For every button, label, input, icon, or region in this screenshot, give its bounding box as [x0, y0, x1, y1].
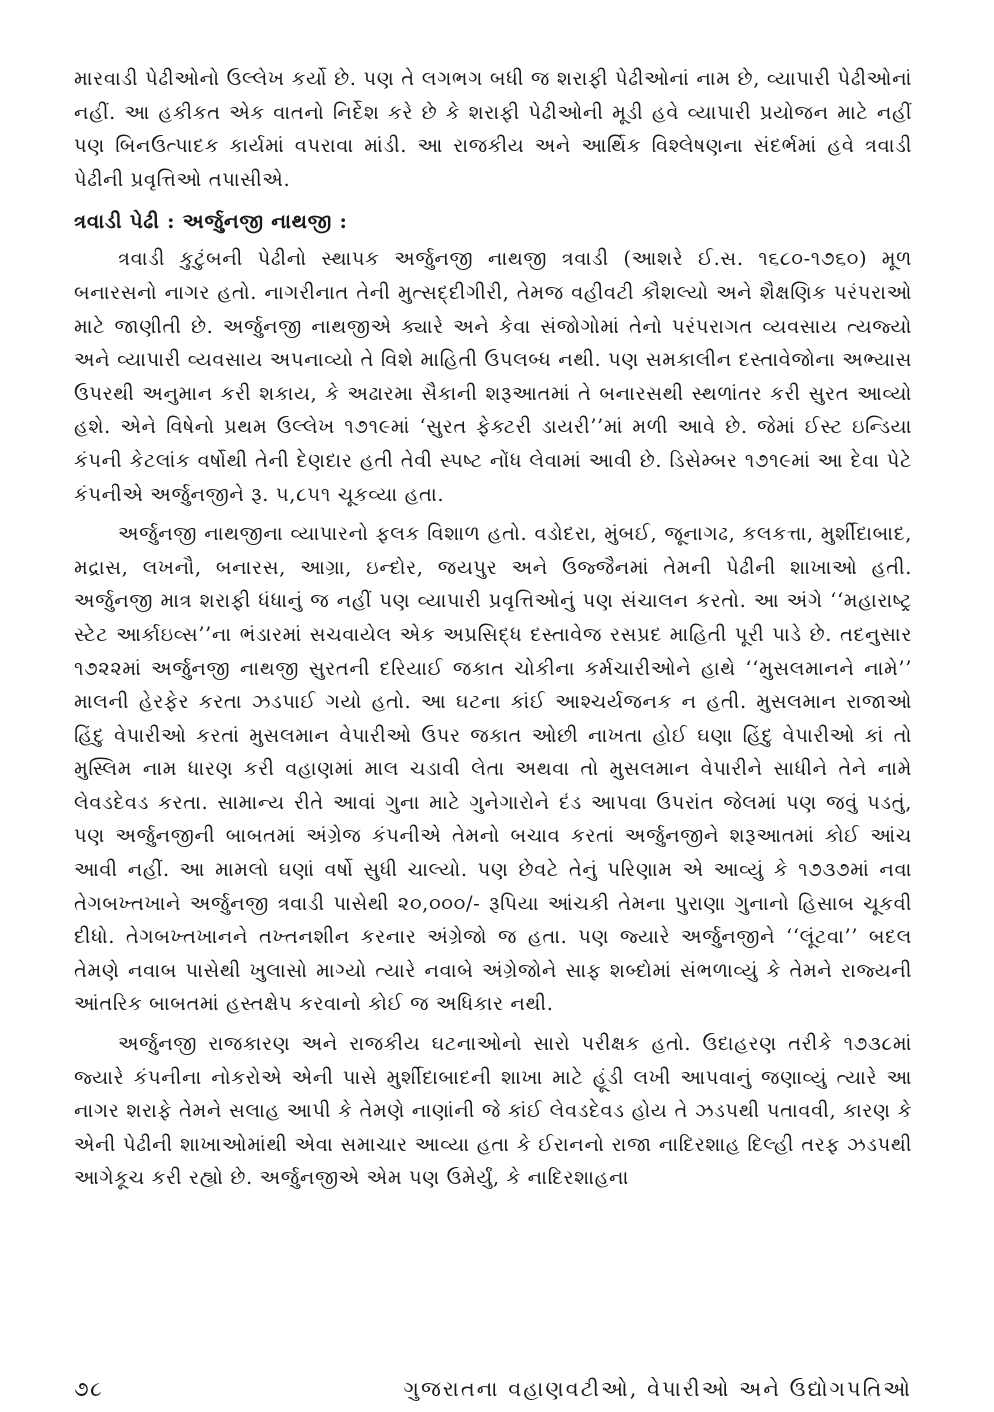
- section-heading: ત્રવાડી પેઢી : અર્જુનજી નાથજી :: [74, 209, 348, 234]
- paragraph-founder: ત્રવાડી કુટુંબની પેઢીનો સ્થાપક અર્જુનજી નાથજી ત્રવાડી (આશરે ઈ.સ. ૧૬૮૦-૧૭૬૦) મૂળ બનારસનો નાગર હતો. નાગરીનાત તેની મુત્સદ્દીગીરી, તેમજ વહીવટી કૌશલ્યો અને શૈક્ષણિક પરંપરાઓ માટે જાણીતી છે. અર્જુનજી નાથજીએ ક્યારે અને કેવા સંજોગોમાં તેનો પરંપરાગત વ્યવસાય ત્યજ્યો અને વ્યાપારી વ્યવસાય અપનાવ્યો તે વિશે માહિતી ઉપલબ્ધ નથી. પણ સમકાલીન દસ્તાવેજોના અભ્યાસ ઉપરથી અનુમાન કરી શકાય, કે અઢારમા સૈકાની શરૂઆતમાં તે બનારસથી સ્થળાંતર કરી સુરત આવ્યો હશે. એને વિષેનો પ્રથમ ઉલ્લેખ ૧૭૧૯માં ‘સુરત ફેક્ટરી ડાયરી’’માં મળી આવે છે. જેમાં ઈસ્ટ ઇન્ડિયા કંપની કેટલાંક વર્ષોથી તેની દેણદાર હતી તેવી સ્પષ્ટ નોંધ લેવામાં આવી છે. ડિસેમ્બર ૧૭૧૯માં આ દેવા પેટે કંપનીએ અર્જુનજીને રૂ. ૫,૮૫૧ ચૂકવ્યા હતા.: [74, 247, 912, 506]
- paragraph-intro: મારવાડી પેઢીઓનો ઉલ્લેખ કર્યો છે. પણ તે લગભગ બધી જ શરાફી પેઢીઓનાં નામ છે, વ્યાપારી પેઢીઓનાં નહીં. આ હકીકત એક વાતનો નિર્દેશ કરે છે કે શરાફી પેઢીઓની મૂડી હવે વ્યાપારી પ્રયોજન માટે નહીં પણ બિનઉત્પાદક કાર્યમાં વપરાવા માંડી. આ રાજકીય અને આર્થિક વિશ્લેષણના સંદર્ભમાં હવે ત્રવાડી પેઢીની પ્રવૃત્તિઓ તપાસીએ.: [74, 67, 912, 191]
- paragraph-politics: અર્જુનજી રાજકારણ અને રાજકીય ઘટનાઓનો સારો પરીક્ષક હતો. ઉદાહરણ તરીકે ૧૭૩૮માં જ્યારે કંપનીના નોકરોએ એની પાસે મુર્શીદાબાદની શાખા માટે હૂંડી લખી આપવાનું જણાવ્યું ત્યારે આ નાગર શરાફે તેમને સલાહ આપી કે તેમણે નાણાંની જે કાંઈ લેવડદેવડ હોય તે ઝડપથી પતાવવી, કારણ કે એની પેઢીની શાખાઓમાંથી એવા સમાચાર આવ્યા હતા કે ઈરાનનો રાજા નાદિરશાહ દિલ્હી તરફ ઝડપથી આગેકૂચ કરી રહ્યો છે. અર્જુનજીએ એમ પણ ઉમેર્યું, કે નાદિરશાહના: [74, 1032, 912, 1190]
- book-title: ગુજરાતના વહાણવટીઓ, વેપારીઓ અને ઉદ્યોગપતિઓ: [403, 1377, 912, 1401]
- document-page: [74, 62, 912, 1402]
- page-number: ૭૮: [74, 1377, 104, 1401]
- paragraph-trade: અર્જુનજી નાથજીના વ્યાપારનો ફલક વિશાળ હતો. વડોદરા, મુંબઈ, જૂનાગઢ, કલકત્તા, મુર્શીદાબાદ, મદ્રાસ, લખનૌ, બનારસ, આગ્રા, ઇન્દોર, જયપુર અને ઉજ્જૈનમાં તેમની પેઢીની શાખાઓ હતી. અર્જુનજી માત્ર શરાફી ધંધાનું જ નહીં પણ વ્યાપારી પ્રવૃત્તિઓનું પણ સંચાલન કરતો. આ અંગે ‘‘મહારાષ્ટ્ર સ્ટેટ આર્કાઇવ્સ’’ના ભંડારમાં સચવાયેલ એક અપ્રસિદ્ધ દસ્તાવેજ રસપ્રદ માહિતી પૂરી પાડે છે. તદનુસાર ૧૭૨૨માં અર્જુનજી નાથજી સુરતની દરિયાઈ જકાત ચોકીના કર્મચારીઓને હાથે ‘‘મુસલમાનને નામે’’ માલની હેરફેર કરતા ઝડપાઈ ગયો હતો. આ ઘટના કાંઈ આશ્ચર્યજનક ન હતી. મુસલમાન રાજાઓ હિંદુ વેપારીઓ કરતાં મુસલમાન વેપારીઓ ઉપર જકાત ઓછી નાખતા હોઈ ઘણા હિંદુ વેપારીઓ કાં તો મુસ્લિમ નામ ધારણ કરી વહાણમાં માલ ચડાવી લેતા અથવા તો મુસલમાન વેપારીને સાધીને તેને નામે લેવડદેવડ કરતા. સામાન્ય રીતે આવાં ગુના માટે ગુનેગારોને દંડ આપવા ઉપરાંત જેલમાં પણ જવું પડતું, પણ અર્જુનજીની બાબતમાં અંગ્રેજ કંપનીએ તેમનો બચાવ કરતાં અર્જુનજીને શરૂઆતમાં કોઈ આંચ આવી નહીં. આ મામલો ઘણાં વર્ષો સુધી ચાલ્યો. પણ છેવટે તેનું પરિણામ એ આવ્યું કે ૧૭૩૭માં નવા તેગબખ્તખાને અર્જુનજી ત્રવાડી પાસેથી ૨૦,૦૦૦/- રૂપિયા આંચકી તેમના પુરાણા ગુનાનો હિસાબ ચૂકવી દીધો. તેગબખ્તખાનને તખ્તનશીન કરનાર અંગ્રેજો જ હતા. પણ જ્યારે અર્જુનજીને ‘‘લૂંટવા’’ બદલ તેમણે નવાબ પાસેથી ખુલાસો માગ્યો ત્યારે નવાબે અંગ્રેજોને સાફ શબ્દોમાં સંભળાવ્યું કે તેમને રાજ્યની આંતરિક બાબતમાં હસ્તક્ષેપ કરવાનો કોઈ જ અધિકાર નથી.: [74, 522, 912, 1016]
- page-footer: [74, 1342, 912, 1402]
